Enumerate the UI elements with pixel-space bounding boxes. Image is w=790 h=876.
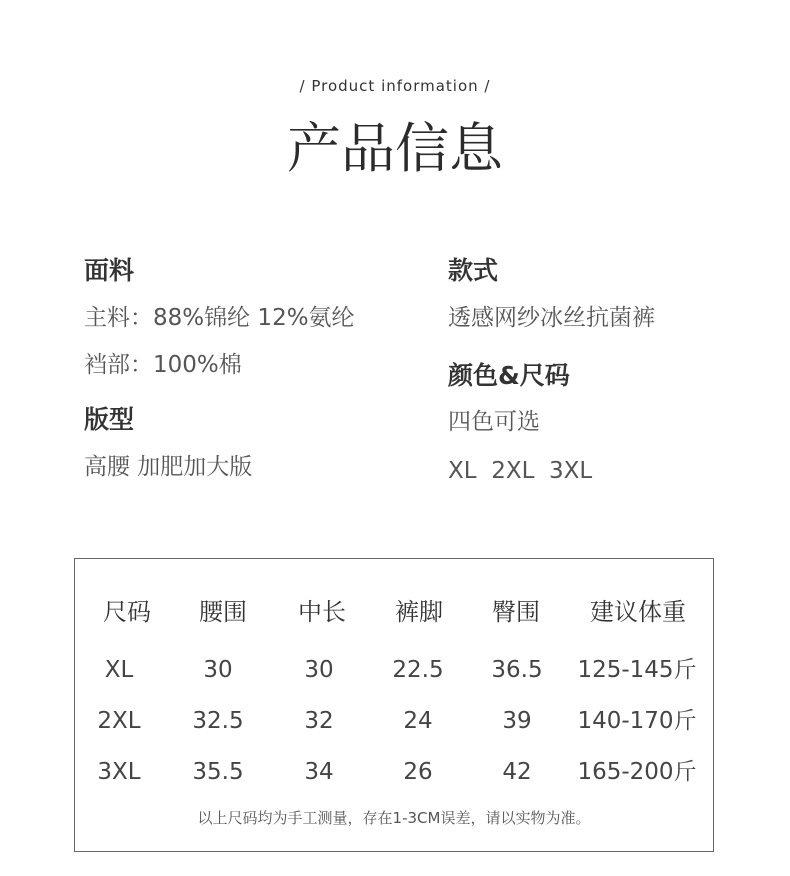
cell-waist: 30	[203, 657, 233, 683]
cell-length: 32	[304, 708, 334, 734]
cell-size: XL	[104, 657, 134, 683]
cell-length: 30	[304, 657, 334, 683]
sizes-value: XL 2XL 3XL	[448, 458, 593, 484]
header-length: 中长	[298, 598, 346, 626]
cell-length: 34	[304, 759, 334, 785]
fabric-main-value: 主料：88%锦纶 12%氨纶	[84, 305, 355, 331]
style-value: 透感网纱冰丝抗菌裤	[448, 305, 655, 331]
cell-hem: 22.5	[392, 657, 444, 683]
product-info-subtitle: / Product information /	[299, 77, 491, 95]
header-size: 尺码	[103, 598, 151, 626]
colors-value: 四色可选	[448, 409, 540, 435]
cell-waist: 35.5	[192, 759, 244, 785]
measurement-note: 以上尺码均为手工测量，存在1-3CM误差，请以实物为准。	[197, 809, 591, 827]
cell-weight: 140-170斤	[577, 708, 697, 734]
cell-weight: 165-200斤	[577, 759, 697, 785]
cell-hip: 39	[502, 708, 532, 734]
page-title: 产品信息	[287, 117, 503, 180]
fabric-heading: 面料	[84, 256, 135, 285]
fit-heading: 版型	[84, 405, 135, 434]
header-weight: 建议体重	[590, 598, 686, 626]
cell-hip: 36.5	[491, 657, 543, 683]
cell-size: 3XL	[97, 759, 141, 785]
cell-hip: 42	[502, 759, 532, 785]
fit-value: 高腰 加肥加大版	[84, 454, 253, 480]
cell-size: 2XL	[97, 708, 141, 734]
cell-hem: 26	[403, 759, 433, 785]
size-table	[74, 558, 714, 852]
header-hip: 臀围	[492, 598, 540, 626]
header-waist: 腰围	[199, 598, 247, 626]
cell-waist: 32.5	[192, 708, 244, 734]
fabric-crotch-value: 裆部：100%棉	[84, 352, 242, 378]
style-heading: 款式	[448, 256, 499, 285]
cell-weight: 125-145斤	[577, 657, 697, 683]
color-size-heading: 颜色&尺码	[448, 361, 570, 390]
header-hem: 裤脚	[395, 598, 443, 626]
cell-hem: 24	[403, 708, 433, 734]
